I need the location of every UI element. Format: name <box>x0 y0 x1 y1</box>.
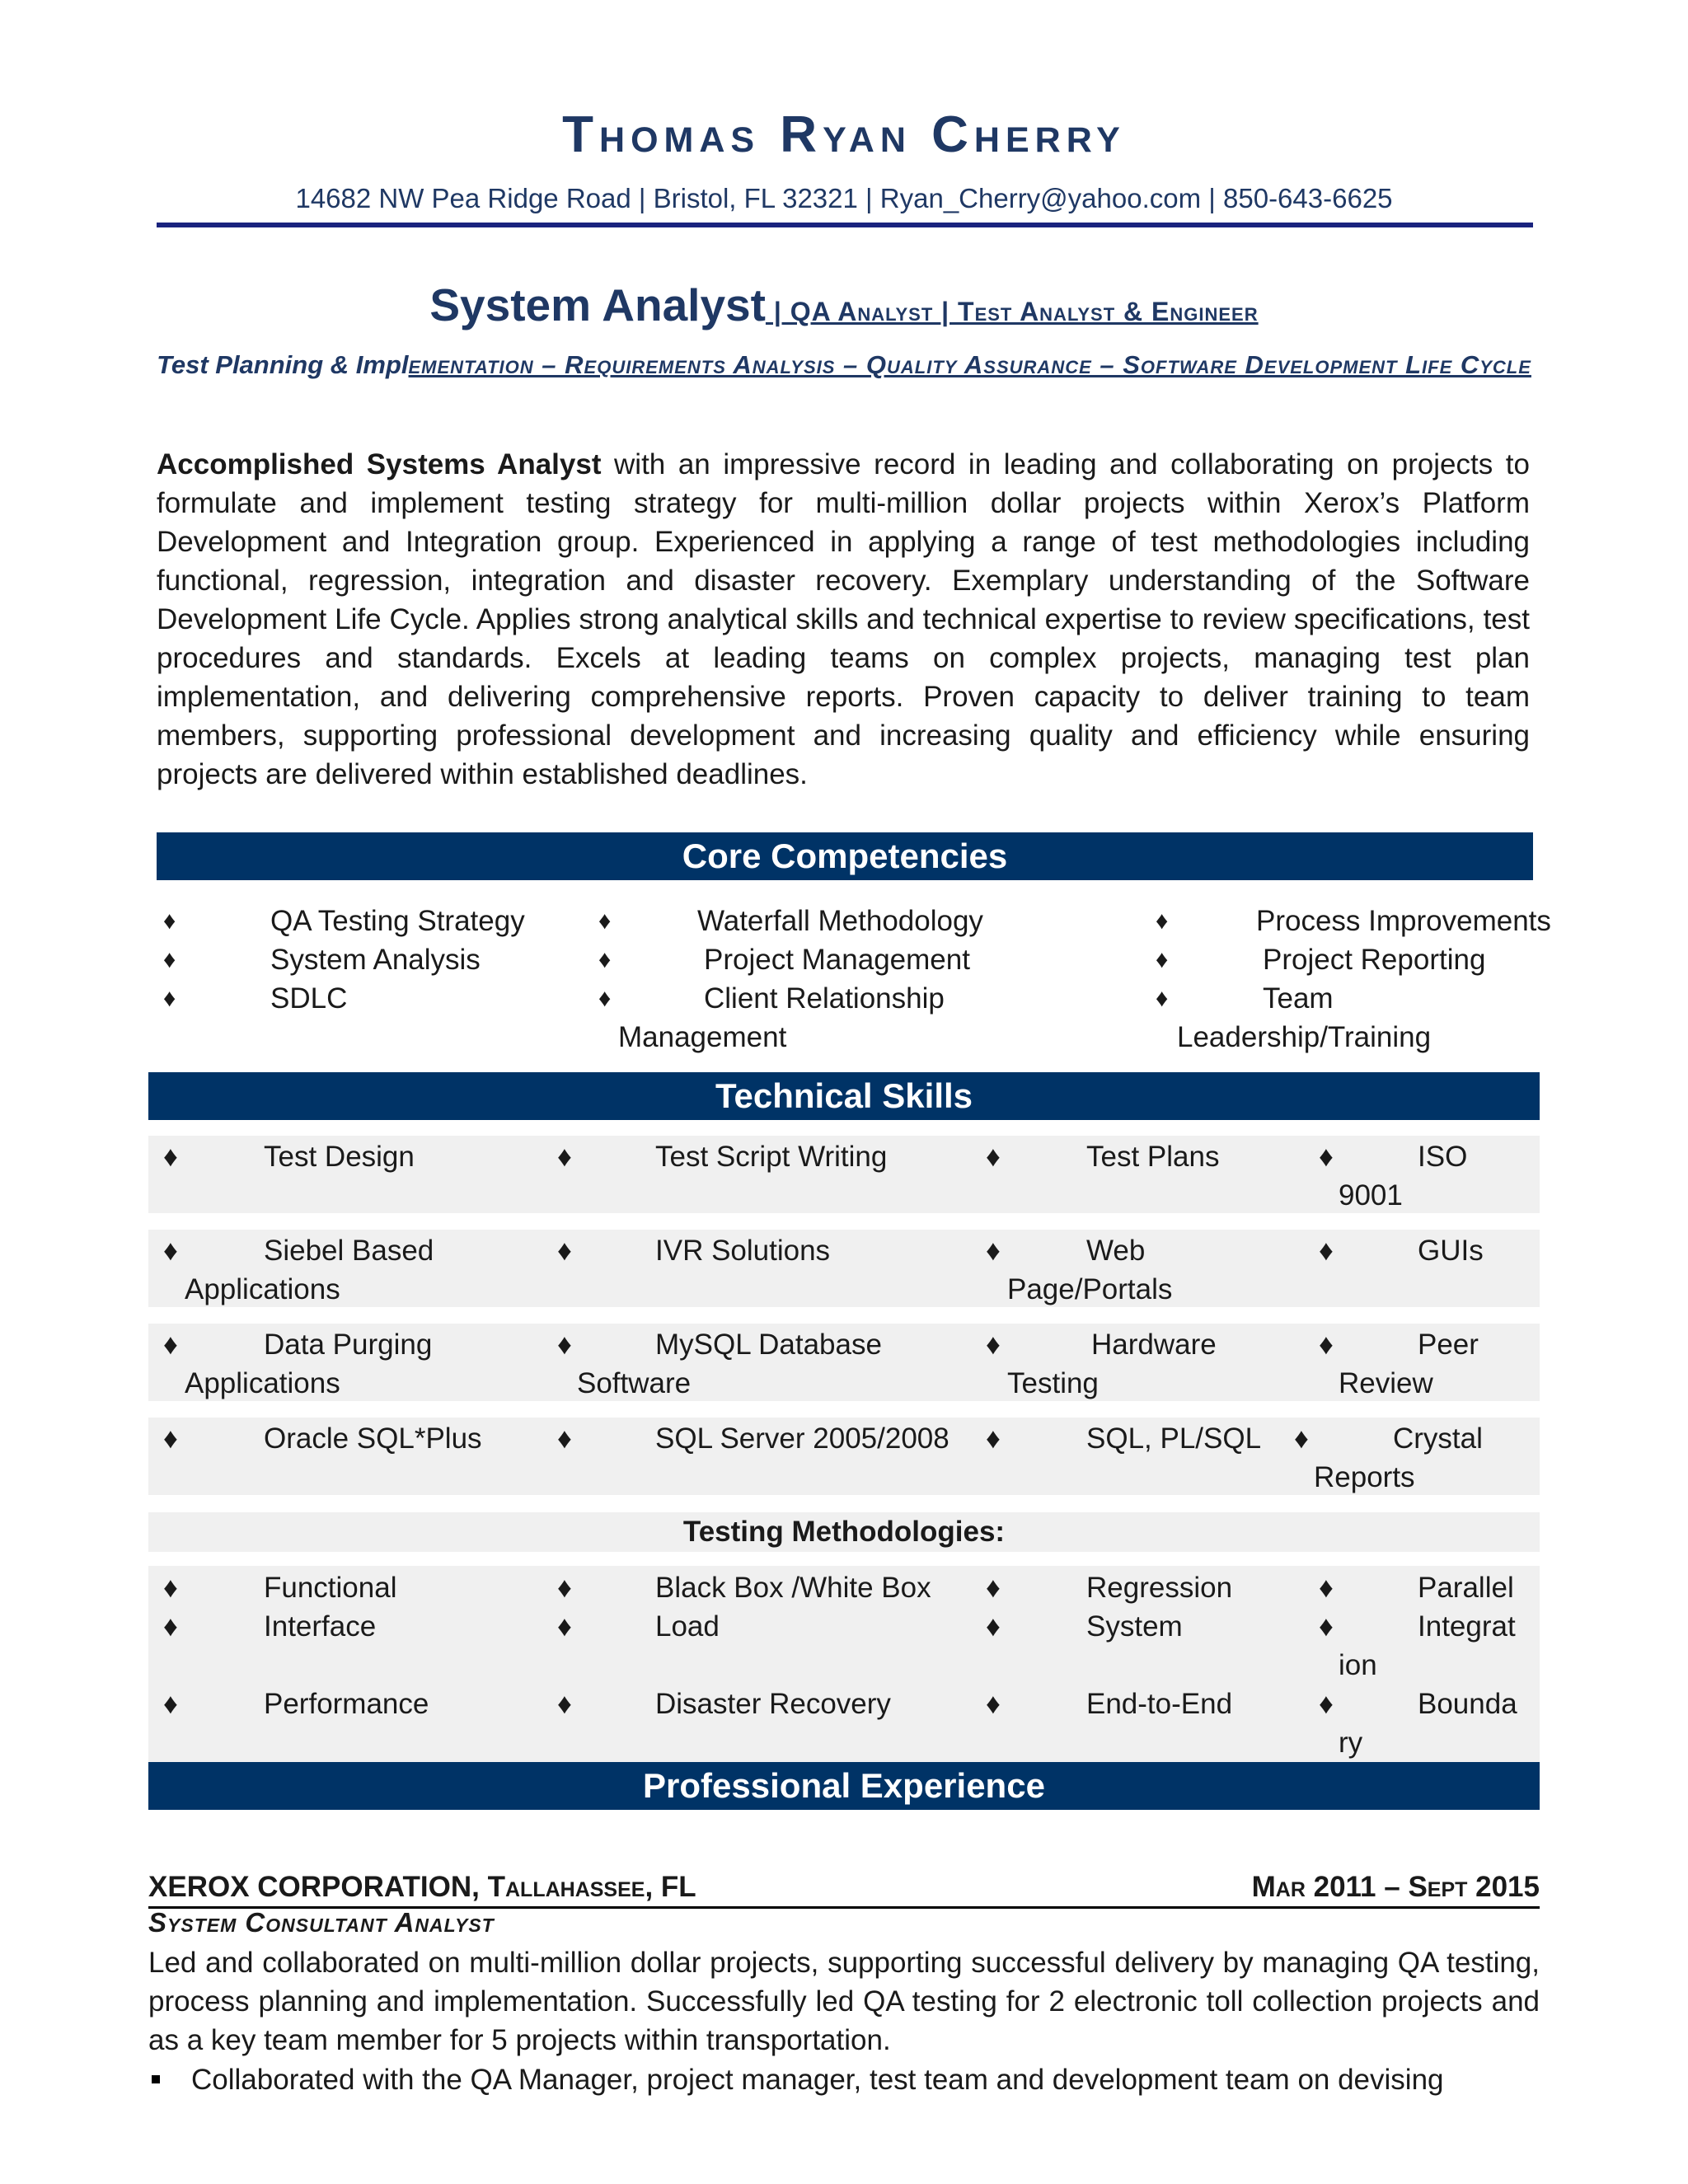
company-line <box>148 1868 696 1906</box>
summary-lead: Accomplished Systems Analyst <box>157 448 602 480</box>
company-name: XEROX CORPORATION, <box>148 1871 480 1903</box>
bullet-diamond-icon: ♦ <box>163 907 176 935</box>
bullet-diamond-icon: ♦ <box>163 946 176 973</box>
bullet-diamond-icon: ♦ <box>1156 907 1169 935</box>
testing-methodologies-heading: Testing Methodologies: <box>682 1516 1006 1548</box>
method-item: Performance <box>264 1688 429 1720</box>
bullet-diamond-icon: ♦ <box>1156 946 1169 973</box>
contact-info: 14682 NW Pea Ridge Road | Bristol, FL 32321 | Ryan_Cherry@yahoo.com | 850-643-6625 <box>295 183 1393 213</box>
title-main: System Analyst <box>429 279 766 330</box>
bullet-diamond-icon: ♦ <box>1319 1572 1334 1604</box>
bullet-diamond-icon: ♦ <box>1294 1422 1309 1455</box>
square-bullet-icon <box>152 2075 160 2083</box>
method-item-continued: ry <box>1339 1727 1363 1759</box>
bullet-diamond-icon: ♦ <box>986 1141 1001 1173</box>
method-item: Bounda <box>1418 1688 1517 1720</box>
skill-item: Test Plans <box>1086 1141 1220 1173</box>
skill-item: Siebel Based <box>264 1235 434 1267</box>
job-dates: Mar 2011 – Sept 2015 <box>1251 1871 1540 1903</box>
bullet-diamond-icon: ♦ <box>163 1422 178 1455</box>
skill-item: Crystal <box>1393 1422 1483 1455</box>
skill-item: SQL, PL/SQL <box>1086 1422 1262 1455</box>
bullet-diamond-icon: ♦ <box>986 1235 1001 1267</box>
section-technical-skills: Technical Skills <box>148 1072 1540 1120</box>
target-title <box>0 279 1688 331</box>
bullet-diamond-icon: ♦ <box>163 1610 178 1643</box>
skill-item: MySQL Database <box>655 1329 882 1361</box>
competency-item: Project Management <box>704 944 970 976</box>
job-role: System Consultant Analyst <box>148 1907 495 1938</box>
competency-item: Process Improvements <box>1256 905 1551 937</box>
focus-areas <box>124 346 1564 383</box>
skill-item: Test Design <box>264 1141 415 1173</box>
bullet-diamond-icon: ♦ <box>557 1572 572 1604</box>
bullet-diamond-icon: ♦ <box>557 1329 572 1361</box>
skill-item-continued: 9001 <box>1339 1179 1403 1212</box>
company-location: Tallahassee, FL <box>479 1871 696 1903</box>
bullet-diamond-icon: ♦ <box>986 1610 1001 1643</box>
focus-part-1: Test Planning & Impl <box>157 350 409 379</box>
method-item: Interface <box>264 1610 377 1643</box>
candidate-name: Thomas Ryan Cherry <box>562 106 1126 163</box>
bullet-diamond-icon: ♦ <box>598 946 612 973</box>
job-description: Led and collaborated on multi-million dollar projects, supporting successful delivery by managing QA testing, process planning and implementation. Successfully led QA testing for 2 electronic toll collection projects and as a key team member for 5 projects within transportation. <box>148 1947 1540 2056</box>
method-item: Black Box /White Box <box>655 1572 931 1604</box>
method-item: System <box>1086 1610 1183 1643</box>
method-item: Load <box>655 1610 720 1643</box>
bullet-diamond-icon: ♦ <box>163 1235 178 1267</box>
skill-item-continued: Applications <box>185 1273 340 1305</box>
method-item: Integrat <box>1418 1610 1516 1643</box>
method-item: Parallel <box>1418 1572 1514 1604</box>
bullet-diamond-icon: ♦ <box>986 1572 1001 1604</box>
job-header <box>148 1868 1540 1909</box>
competency-item-continued: Management <box>618 1021 787 1053</box>
skill-item: ISO <box>1418 1141 1468 1173</box>
bullet-diamond-icon: ♦ <box>163 1329 178 1361</box>
competency-item: Waterfall Methodology <box>697 905 983 937</box>
competency-item: Project Reporting <box>1263 944 1486 976</box>
bullet-diamond-icon: ♦ <box>1319 1141 1334 1173</box>
summary-body: with an impressive record in leading and collaborating on projects to formulate and implement testing strategy for multi-million dollar projects within Xerox’s Platform Development and Integration group. Experienced in applying a range of test methodologies including functional, regression, integration and disaster recovery. Exemplary understanding of the Software Development Life Cycle. Applies strong analytical skills and technical expertise to review specifications, test procedures and standards. Excels at leading teams on complex projects, managing test plan implementation, and delivering comprehensive reports. Proven capacity to deliver training to team members, supporting professional development and increasing quality and efficiency while ensuring projects are delivered within established deadlines. <box>157 448 1530 790</box>
bullet-diamond-icon: ♦ <box>598 985 612 1012</box>
method-item: End-to-End <box>1086 1688 1233 1720</box>
skill-item: Test Script Writing <box>655 1141 888 1173</box>
skill-item: Peer <box>1418 1329 1479 1361</box>
competency-item: Team <box>1263 982 1334 1015</box>
bullet-diamond-icon: ♦ <box>557 1141 572 1173</box>
job-bullet-text: Collaborated with the QA Manager, project manager, test team and development team on devising <box>191 2064 1444 2096</box>
bullet-diamond-icon: ♦ <box>986 1329 1001 1361</box>
bullet-diamond-icon: ♦ <box>163 1688 178 1720</box>
bullet-diamond-icon: ♦ <box>557 1610 572 1643</box>
skill-item-continued: Reports <box>1314 1461 1415 1493</box>
professional-summary <box>157 445 1530 794</box>
method-item: Regression <box>1086 1572 1233 1604</box>
header-divider <box>157 223 1533 227</box>
bullet-diamond-icon: ♦ <box>557 1688 572 1720</box>
competency-item: SDLC <box>270 982 348 1015</box>
skill-item-continued: Software <box>577 1367 692 1399</box>
bullet-diamond-icon: ♦ <box>598 907 612 935</box>
bullet-diamond-icon: ♦ <box>1319 1688 1334 1720</box>
skill-item-continued: Page/Portals <box>1007 1273 1173 1305</box>
bullet-diamond-icon: ♦ <box>163 985 176 1012</box>
bullet-diamond-icon: ♦ <box>1156 985 1169 1012</box>
skill-item-continued: Applications <box>185 1367 340 1399</box>
skill-item: SQL Server 2005/2008 <box>655 1422 950 1455</box>
section-professional-experience: Professional Experience <box>148 1762 1540 1810</box>
skill-item: Data Purging <box>264 1329 433 1361</box>
bullet-diamond-icon: ♦ <box>163 1141 178 1173</box>
job-bullet <box>148 2060 1540 2099</box>
method-item: Functional <box>264 1572 397 1604</box>
method-item-continued: ion <box>1339 1649 1377 1681</box>
skill-item: GUIs <box>1418 1235 1484 1267</box>
bullet-diamond-icon: ♦ <box>557 1235 572 1267</box>
title-sub: | QA Analyst | Test Analyst & Engineer <box>765 297 1259 326</box>
skill-item-continued: Review <box>1339 1367 1433 1399</box>
method-item: Disaster Recovery <box>655 1688 891 1720</box>
competency-item: Client Relationship <box>704 982 945 1015</box>
competency-item: QA Testing Strategy <box>270 905 525 937</box>
skill-item: IVR Solutions <box>655 1235 831 1267</box>
bullet-diamond-icon: ♦ <box>163 1572 178 1604</box>
skill-item-continued: Testing <box>1007 1367 1099 1399</box>
skill-item: Hardware <box>1091 1329 1217 1361</box>
bullet-diamond-icon: ♦ <box>557 1422 572 1455</box>
skill-item: Web <box>1086 1235 1146 1267</box>
bullet-diamond-icon: ♦ <box>1319 1235 1334 1267</box>
skill-item: Oracle SQL*Plus <box>264 1422 482 1455</box>
competency-item-continued: Leadership/Training <box>1177 1021 1432 1053</box>
focus-part-2: ementation – Requirements Analysis – Quality Assurance – Software Development Life Cycle <box>408 350 1531 379</box>
bullet-diamond-icon: ♦ <box>1319 1610 1334 1643</box>
section-core-competencies: Core Competencies <box>157 832 1533 880</box>
bullet-diamond-icon: ♦ <box>1319 1329 1334 1361</box>
competency-item: System Analysis <box>270 944 481 976</box>
bullet-diamond-icon: ♦ <box>986 1422 1001 1455</box>
bullet-diamond-icon: ♦ <box>986 1688 1001 1720</box>
